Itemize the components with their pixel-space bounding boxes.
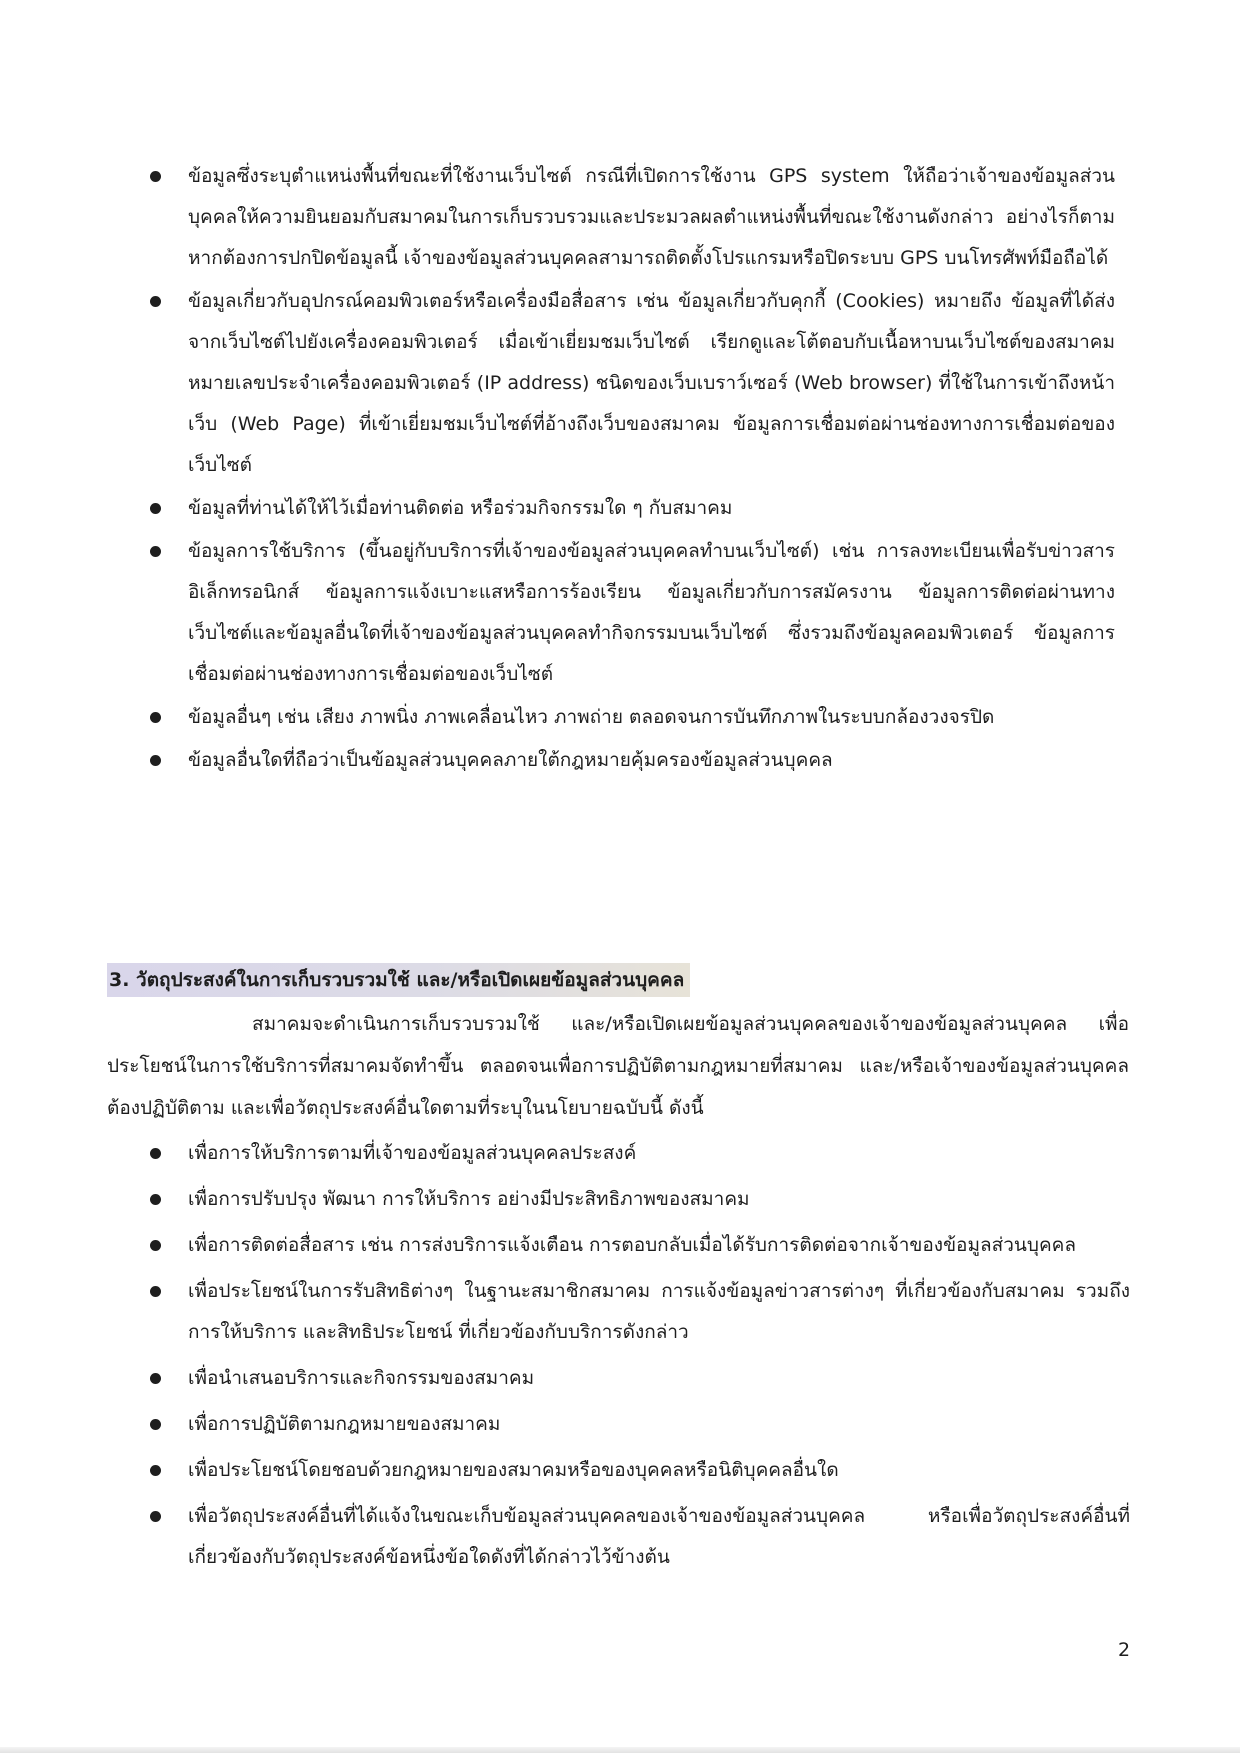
list-item: ข้อมูลซึ่งระบุตำแหน่งพื้นที่ขณะที่ใช้งานเว็บไซต์ กรณีที่เปิดการใช้งาน GPS system ให้ถือว่าเจ้าของข้อมูลส่วนบุคคลให้ความยินยอมกับสมาคมในการเก็บรวบรวมและประมวลผลตำแหน่งพื้นที่ขณะใช้งานดังกล่าว อย่างไรก็ตาม หากต้องการปกปิดข้อมูลนี้ เจ้าของข้อมูลส่วนบุคคลสามารถติดตั้งโปรแกรมหรือปิดระบบ GPS บนโทรศัพท์มือถือได้	[150, 156, 1115, 279]
list-item: ข้อมูลอื่นๆ เช่น เสียง ภาพนิ่ง ภาพเคลื่อนไหว ภาพถ่าย ตลอดจนการบันทึกภาพในระบบกล้องวงจรปิด	[150, 697, 1115, 738]
list-item: ข้อมูลอื่นใดที่ถือว่าเป็นข้อมูลส่วนบุคคลภายใต้กฎหมายคุ้มครองข้อมูลส่วนบุคคล	[150, 740, 1115, 781]
personal-data-list	[150, 156, 1115, 783]
page-number: 2	[1118, 1639, 1131, 1661]
list-item: เพื่อการติดต่อสื่อสาร เช่น การส่งบริการแจ้งเตือน การตอบกลับเมื่อได้รับการติดต่อจากเจ้าของข้อมูลส่วนบุคคล	[150, 1225, 1130, 1266]
section-intro-paragraph: สมาคมจะดำเนินการเก็บรวบรวมใช้ และ/หรือเปิดเผยข้อมูลส่วนบุคคลของเจ้าของข้อมูลส่วนบุคคล เพื่อประโยชน์ในการใช้บริการที่สมาคมจัดทำขึ้น ตลอดจนเพื่อการปฏิบัติตามกฎหมายที่สมาคม และ/หรือเจ้าของข้อมูลส่วนบุคคลต้องปฏิบัติตาม และเพื่อวัตถุประสงค์อื่นใดตามที่ระบุในนโยบายฉบับนี้ ดังนี้	[107, 1013, 1129, 1119]
list-item: เพื่อประโยชน์ในการรับสิทธิต่างๆ ในฐานะสมาชิกสมาคม การแจ้งข้อมูลข่าวสารต่างๆ ที่เกี่ยวข้องกับสมาคม รวมถึงการให้บริการ และสิทธิประโยชน์ ที่เกี่ยวข้องกับบริการดังกล่าว	[150, 1271, 1130, 1353]
list-item: ข้อมูลที่ท่านได้ให้ไว้เมื่อท่านติดต่อ หรือร่วมกิจกรรมใด ๆ กับสมาคม	[150, 488, 1115, 529]
list-item: ข้อมูลการใช้บริการ (ขึ้นอยู่กับบริการที่เจ้าของข้อมูลส่วนบุคคลทำบนเว็บไซต์) เช่น การลงทะเบียนเพื่อรับข่าวสารอิเล็กทรอนิกส์ ข้อมูลการแจ้งเบาะแสหรือการร้องเรียน ข้อมูลเกี่ยวกับการสมัครงาน ข้อมูลการติดต่อผ่านทางเว็บไซต์และข้อมูลอื่นใดที่เจ้าของข้อมูลส่วนบุคคลทำกิจกรรมบนเว็บไซต์ ซึ่งรวมถึงข้อมูลคอมพิวเตอร์ ข้อมูลการเชื่อมต่อผ่านช่องทางการเชื่อมต่อของเว็บไซต์	[150, 531, 1115, 695]
list-item: เพื่อการให้บริการตามที่เจ้าของข้อมูลส่วนบุคคลประสงค์	[150, 1133, 1130, 1174]
list-item: ข้อมูลเกี่ยวกับอุปกรณ์คอมพิวเตอร์หรือเครื่องมือสื่อสาร เช่น ข้อมูลเกี่ยวกับคุกกี้ (Cookies) หมายถึง ข้อมูลที่ได้ส่งจากเว็บไซต์ไปยังเครื่องคอมพิวเตอร์ เมื่อเข้าเยี่ยมชมเว็บไซต์ เรียกดูและโต้ตอบกับเนื้อหาบนเว็บไซต์ของสมาคมหมายเลขประจำเครื่องคอมพิวเตอร์ (IP address) ชนิดของเว็บเบราว์เซอร์ (Web browser) ที่ใช้ในการเข้าถึงหน้าเว็บ (Web Page) ที่เข้าเยี่ยมชมเว็บไซต์ที่อ้างถึงเว็บของสมาคม ข้อมูลการเชื่อมต่อผ่านช่องทางการเชื่อมต่อของเว็บไซต์	[150, 281, 1115, 486]
list-item: เพื่อการปรับปรุง พัฒนา การให้บริการ อย่างมีประสิทธิภาพของสมาคม	[150, 1179, 1130, 1220]
scan-bottom-edge	[0, 1747, 1240, 1753]
section-heading: 3. วัตถุประสงค์ในการเก็บรวบรวมใช้ และ/หรือเปิดเผยข้อมูลส่วนบุคคล	[107, 963, 690, 997]
list-item: เพื่อประโยชน์โดยชอบด้วยกฎหมายของสมาคมหรือของบุคคลหรือนิติบุคคลอื่นใด	[150, 1450, 1130, 1491]
list-item: เพื่อนำเสนอบริการและกิจกรรมของสมาคม	[150, 1358, 1130, 1399]
list-item: เพื่อวัตถุประสงค์อื่นที่ได้แจ้งในขณะเก็บข้อมูลส่วนบุคคลของเจ้าของข้อมูลส่วนบุคคล หรือเพื่อวัตถุประสงค์อื่นที่เกี่ยวข้องกับวัตถุประสงค์ข้อหนึ่งข้อใดดังที่ได้กล่าวไว้ข้างต้น	[150, 1496, 1130, 1578]
purpose-list	[150, 1133, 1130, 1583]
list-item: เพื่อการปฏิบัติตามกฎหมายของสมาคม	[150, 1404, 1130, 1445]
